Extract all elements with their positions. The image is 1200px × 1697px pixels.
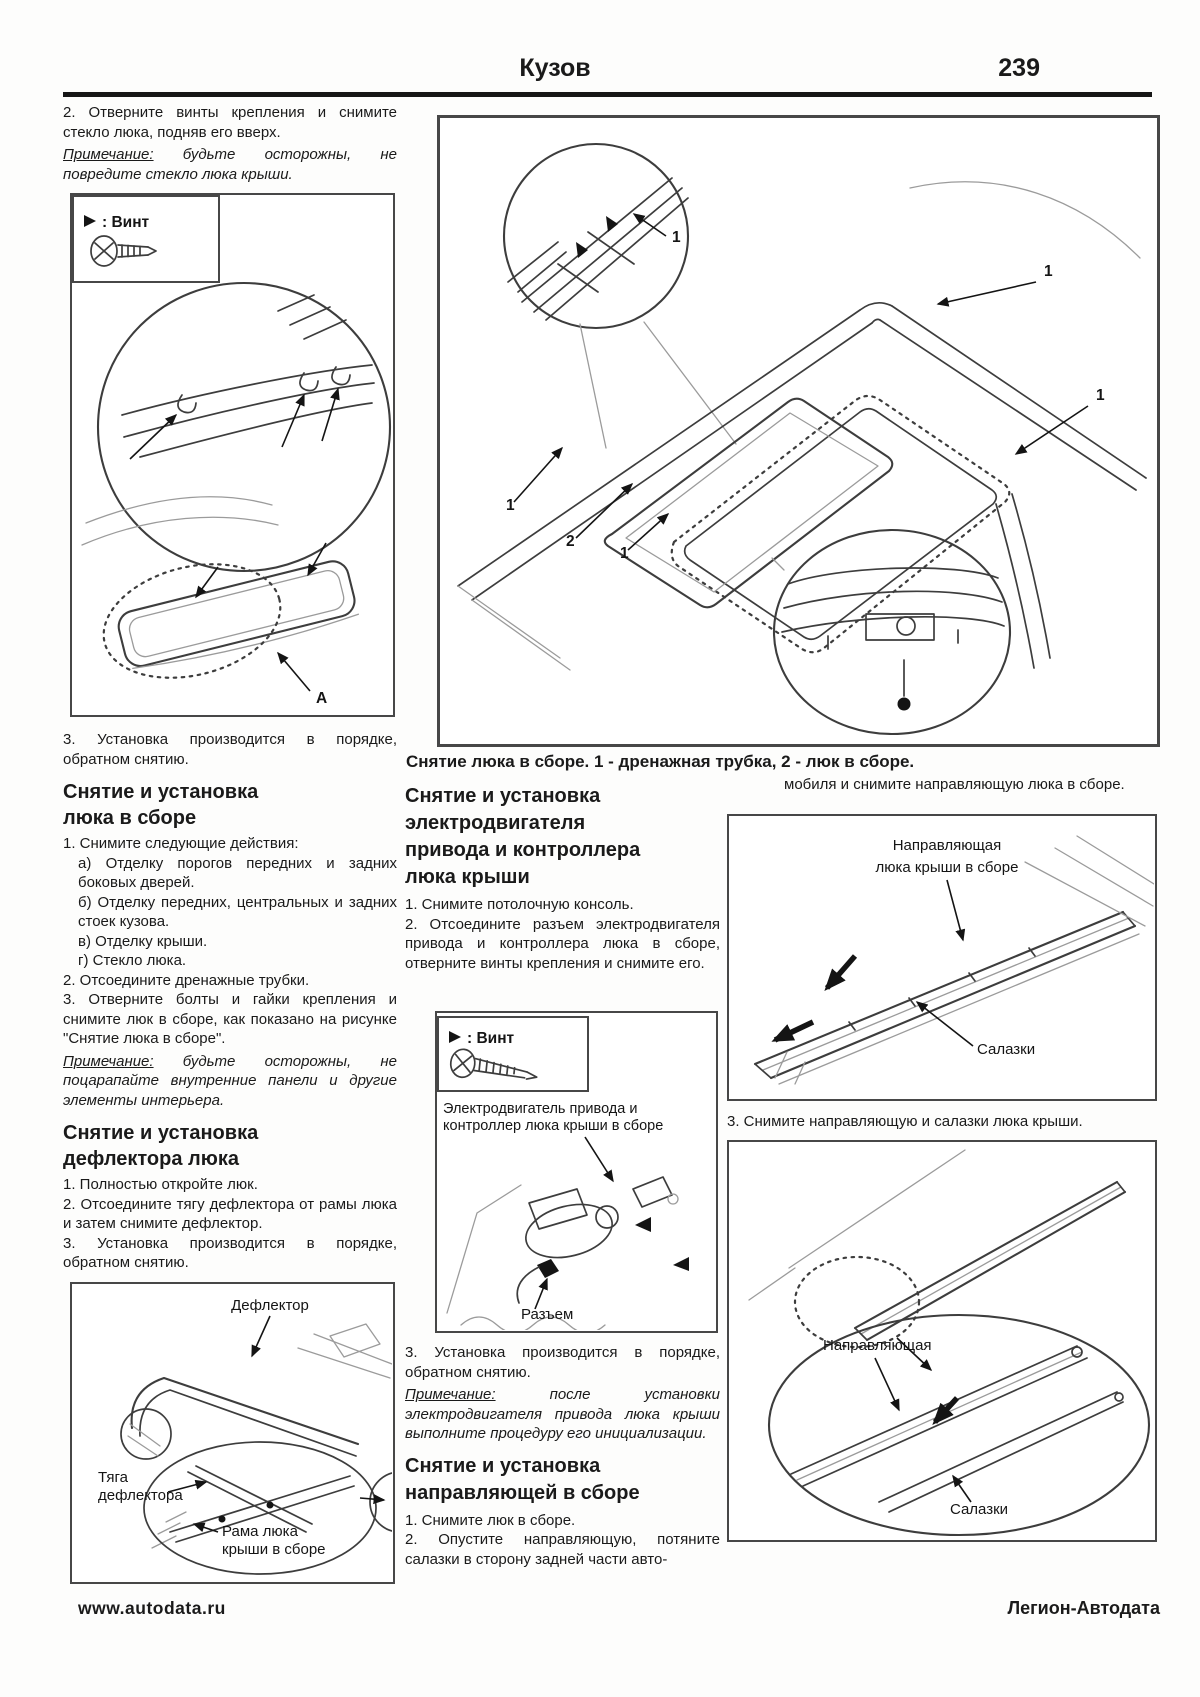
list-item: 2. Отсоедините разъем электродвигателя привода и контроллера люка в сборе, отверните винты крепления и снимите его. — [405, 915, 720, 972]
note-label: Примечание: — [63, 146, 154, 163]
frame-label: крыши в сборе — [222, 1540, 326, 1558]
guide-label: Направляющая — [823, 1337, 932, 1354]
list-item: 1. Снимите следующие действия: — [63, 835, 299, 852]
list-item: г) Стекло люка. — [78, 952, 187, 969]
heading-line: привода и контроллера — [405, 839, 641, 861]
list-item: а) Отделку порогов передних и задних боковых дверей. — [78, 854, 397, 891]
list-item: 1. Снимите потолочную консоль. — [405, 896, 634, 913]
note-text: будьте осторожны, не поцарапайте внутренние панели и другие элементы интерьера. — [63, 1052, 397, 1109]
guide-label: люка крыши в сборе — [875, 858, 1019, 876]
list-item: 2. Опустите направляющую, потяните салазки в сторону задней части авто- — [405, 1531, 720, 1568]
heading-line: Снятие и установка — [63, 781, 259, 803]
deflector-steps-list — [63, 1175, 397, 1273]
rod-label: Тяга — [98, 1468, 128, 1486]
continuation-text: мобиля и снимите направляющую люка в сборе. — [784, 776, 1125, 793]
figure-rail-detail — [727, 1140, 1157, 1542]
list-item: 1. Снимите люк в сборе. — [405, 1511, 576, 1529]
middle-column — [405, 783, 720, 1569]
motor-label: контроллер люка крыши в сборе — [443, 1118, 664, 1134]
legend-label: : Винт — [467, 1030, 515, 1047]
hatch-panel — [605, 399, 892, 608]
hatch-steps-list — [63, 834, 397, 1049]
header-rule — [63, 92, 1152, 97]
frame-label: Рама люка — [222, 1522, 298, 1540]
slider-label: Салазки — [949, 1501, 1009, 1518]
legend-label: : Винт — [102, 214, 150, 231]
list-item: 3. Установка производится в порядке, обратном снятию. — [63, 1234, 397, 1271]
figure-hatch-removal — [437, 115, 1160, 747]
callout-1: 1 — [506, 497, 515, 514]
list-item: б) Отделку передних, центральных и задних стоек кузова. — [78, 893, 397, 930]
page-number: 239 — [998, 54, 1040, 82]
callout-1: 1 — [1096, 387, 1105, 404]
motor-label: Электродвигатель привода и — [443, 1101, 638, 1117]
screw-legend — [73, 196, 219, 282]
dotted-seal-line — [672, 396, 1010, 652]
note — [63, 1052, 397, 1111]
left-column — [63, 103, 397, 1584]
sunroof-opening — [672, 396, 1050, 668]
list-item: 1. Полностью откройте люк. — [63, 1176, 258, 1193]
list-item: 2. Отсоедините тягу дефлектора от рамы люка и затем снимите дефлектор. — [63, 1195, 397, 1232]
callout-a: A — [316, 690, 328, 707]
right-column — [727, 775, 1160, 1542]
heading-line: люка в сборе — [63, 807, 197, 829]
callout-1: 1 — [1044, 263, 1053, 280]
heading-line: Снятие и установка — [405, 785, 601, 807]
heading-line: электродвигателя — [405, 812, 586, 834]
callout-1: 1 — [672, 229, 681, 246]
detail-circle — [98, 283, 390, 571]
deflector-drawing — [72, 1284, 392, 1581]
heading-line: Снятие и установка — [63, 1122, 259, 1144]
heading-line: направляющей в сборе — [405, 1481, 640, 1504]
note-label: Примечание: — [63, 1052, 154, 1070]
main-figure-caption: Снятие люка в сборе. 1 - дренажная трубка, 2 - люк в сборе. — [406, 752, 915, 771]
heading-line: дефлектора люка — [63, 1148, 239, 1170]
figure-deflector — [70, 1282, 395, 1584]
inset-detail-circle — [504, 144, 736, 448]
figure-motor — [435, 1011, 718, 1333]
motor-steps-list — [405, 895, 720, 973]
bold-direction-arrow — [827, 956, 855, 988]
connector-label: Разъем — [521, 1306, 574, 1323]
glass-panel — [82, 497, 359, 707]
guide-rail-drawing — [729, 816, 1154, 1098]
rail-art — [749, 1150, 1125, 1340]
bold-direction-arrow — [775, 1022, 813, 1040]
callout-2: 2 — [566, 533, 575, 550]
note — [63, 145, 397, 184]
note — [405, 1385, 720, 1444]
figure-glass-removal — [70, 193, 395, 717]
footer-site: www.autodata.ru — [78, 1598, 226, 1618]
list-item: в) Отделку крыши. — [78, 932, 208, 950]
instruction-step: 3. Снимите направляющую и салазки люка крыши. — [727, 1112, 1083, 1130]
guide-label: Направляющая — [892, 836, 1002, 854]
note-label: Примечание: — [405, 1386, 496, 1403]
instruction-step: 3. Установка производится в порядке, обратном снятию. — [405, 1344, 720, 1381]
footer-publisher: Легион-Автодата — [1007, 1598, 1160, 1618]
callouts — [506, 263, 1105, 562]
screw-legend — [438, 1017, 588, 1091]
slider-label: Салазки — [977, 1040, 1036, 1058]
instruction-step: 2. Отверните винты крепления и снимите стекло люка, подняв его вверх. — [63, 104, 397, 141]
deflector-bar — [121, 1324, 392, 1548]
rod-label: дефлектора — [98, 1486, 183, 1504]
rail-detail-drawing — [729, 1142, 1154, 1539]
section-heading-motor — [405, 783, 720, 891]
list-item: 2. Отсоедините дренажные трубки. — [63, 971, 310, 989]
note-text: будьте осторожны, не повредите стекло люка крыши. — [63, 146, 397, 183]
page-title: Кузов — [519, 54, 591, 82]
deflector-label: Дефлектор — [231, 1296, 309, 1314]
callout-1: 1 — [620, 545, 629, 562]
hatch-removal-drawing — [440, 118, 1157, 744]
section-heading-hatch — [63, 779, 397, 831]
list-item: 3. Отверните болты и гайки крепления и снимите люк в сборе, как показано на рисунке "Снятие люка в сборе". — [63, 991, 397, 1047]
heading-line: Снятие и установка — [405, 1454, 601, 1477]
section-heading-guide — [405, 1453, 720, 1507]
drain-detail-circle — [772, 530, 1010, 734]
motor-drawing — [437, 1013, 715, 1330]
instruction-step: 3. Установка производится в порядке, обратном снятию. — [63, 731, 397, 768]
glass-removal-drawing — [72, 195, 392, 714]
guide-steps-list — [405, 1511, 720, 1570]
note-text: после установки электродвигателя привода люка крыши выполните процедуру его инициализации. — [405, 1386, 720, 1442]
heading-line: люка крыши — [405, 866, 530, 888]
section-heading-deflector — [63, 1120, 397, 1172]
figure-guide-rail — [727, 814, 1157, 1101]
